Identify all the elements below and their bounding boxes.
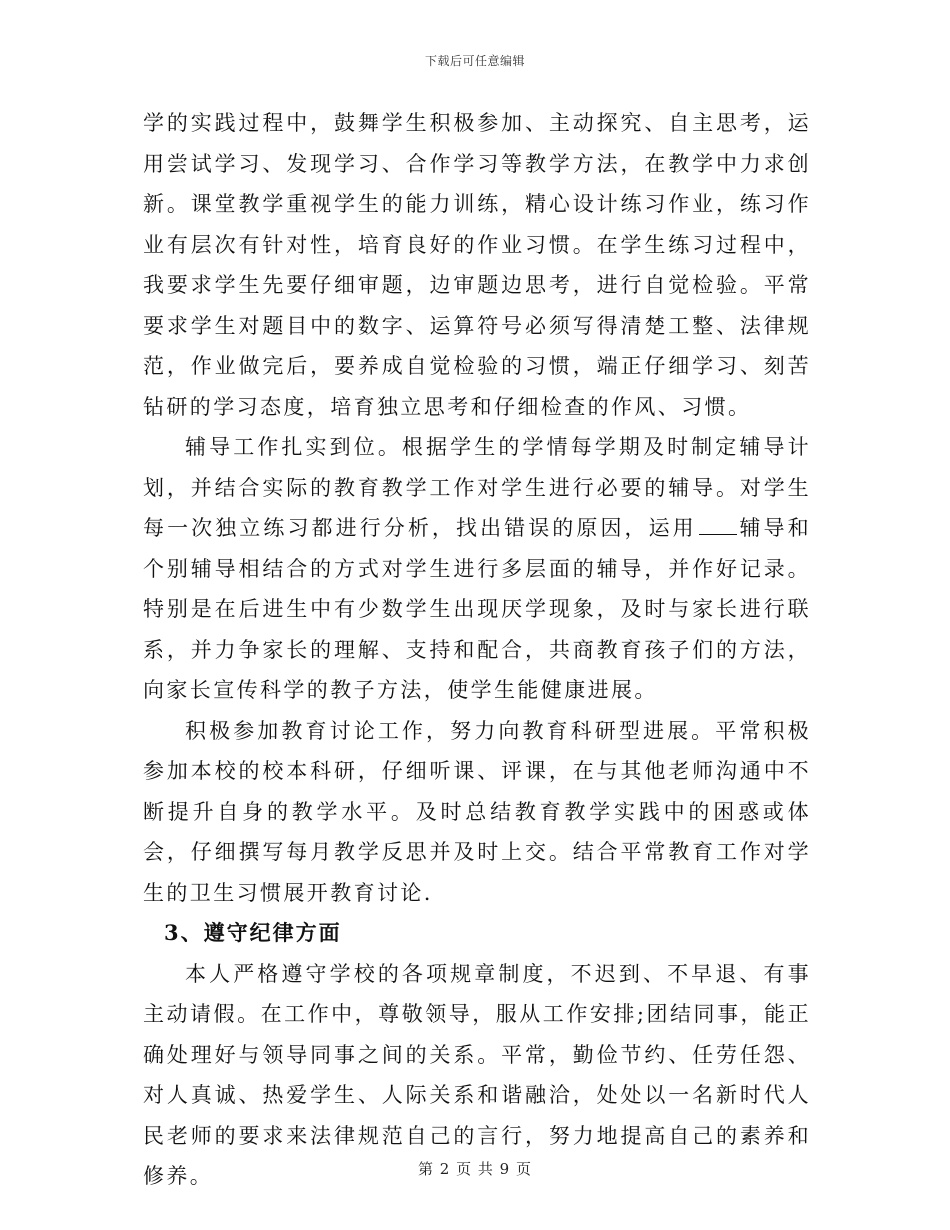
document-body (143, 103, 811, 1197)
section-heading-discipline: 3、遵守纪律方面 (164, 920, 342, 945)
paragraph-discipline: 本人严格遵守学校的各项规章制度，不迟到、不早退、有事主动请假。在工作中，尊敬领导，服从工作安排;团结同事，能正确处理好与领导同事之间的关系。平常，勤俭节约、任劳任怨、对人真诚、热爱学生、人际关系和谐融洽，处处以一名新时代人民老师的要求来法律规范自己的言行，努力地提高自己的素养和修养。 (143, 961, 811, 1188)
paragraph-research: 积极参加教育讨论工作，努力向教育科研型进展。平常积极参加本校的校本科研，仔细听课、评课，在与其他老师沟通中不断提升自身的教学水平。及时总结教育教学实践中的困惑或体会，仔细撰写每月教学反思并及时上交。结合平常教育工作对学生的卫生习惯展开教育讨论. (143, 718, 811, 905)
page-number-footer: 第 2 页 共 9 页 (418, 1160, 532, 1178)
paragraph-tutoring-part-1: 辅导工作扎实到位。根据学生的学情每学期及时制定辅导计划，并结合实际的教育教学工作对学生进行必要的辅导。对学生每一次独立练习都进行分析，找出错误的原因，运用 (143, 435, 811, 540)
page-header: 下载后可任意编辑 (424, 54, 525, 68)
paragraph-tutoring-part-2: 辅导和个别辅导相结合的方式对学生进行多层面的辅导，并作好记录。特别是在后进生中有少数学生出现厌学现象，及时与家长进行联系，并力争家长的理解、支持和配合，共商教育孩子们的方法，向家长宣传科学的教子方法，使学生能健康进展。 (143, 516, 811, 702)
fill-in-blank (699, 512, 737, 535)
paragraph-teaching-method: 学的实践过程中，鼓舞学生积极参加、主动探究、自主思考，运用尝试学习、发现学习、合作学习等教学方法，在教学中力求创新。课堂教学重视学生的能力训练，精心设计练习作业，练习作业有层次有针对性，培育良好的作业习惯。在学生练习过程中，我要求学生先要仔细审题，边审题边思考，进行自觉检验。平常要求学生对题目中的数字、运算符号必须写得清楚工整、法律规范，作业做完后，要养成自觉检验的习惯，端正仔细学习、刻苦钻研的学习态度，培育独立思考和仔细检查的作风、习惯。 (143, 111, 811, 419)
paragraph-tutoring (143, 427, 811, 711)
